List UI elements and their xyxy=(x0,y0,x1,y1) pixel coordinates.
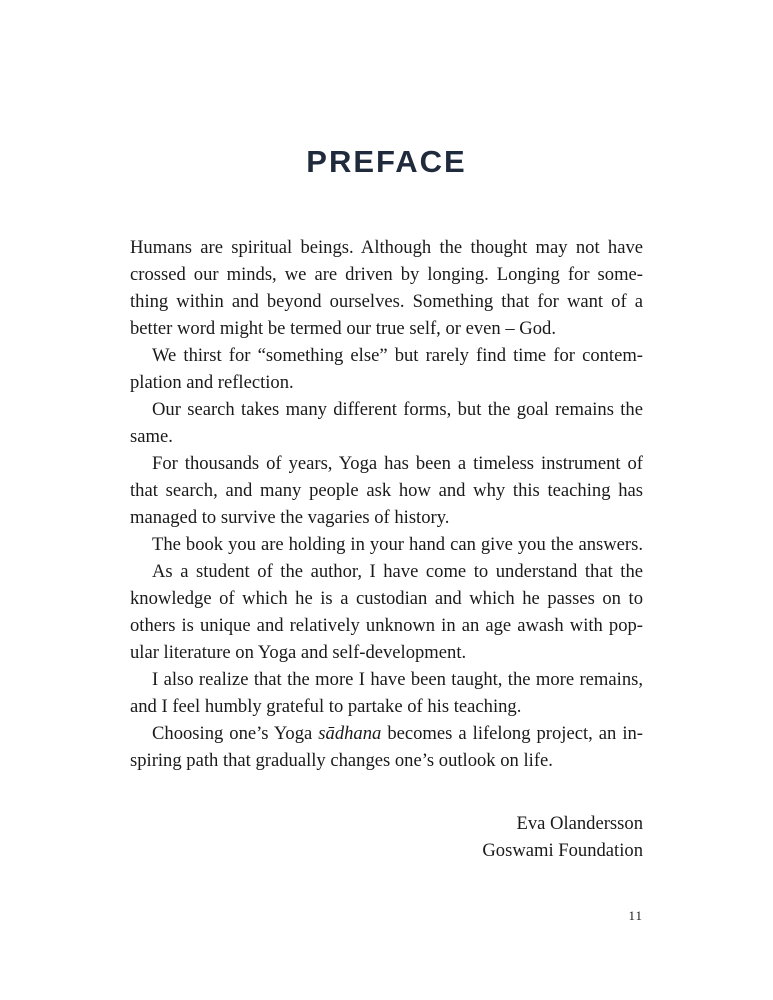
signature-block xyxy=(482,810,643,864)
text-segment: becomes a lifelong project, an in- xyxy=(381,723,643,744)
italic-term: sādhana xyxy=(318,723,382,744)
signature-name: Eva Olandersson xyxy=(516,813,643,834)
text-line: As a student of the author, I have come to understand that the xyxy=(152,561,643,582)
text-line: We thirst for “something else” but rarely find time for contem- xyxy=(152,345,643,366)
text-line: and I feel humbly grateful to partake of his teaching. xyxy=(130,696,522,717)
text-line: better word might be termed our true self, or even – God. xyxy=(130,318,556,339)
text-line: ular literature on Yoga and self-development. xyxy=(130,642,467,663)
text-line: thing within and beyond ourselves. Something that for want of a xyxy=(130,291,643,312)
text-line: For thousands of years, Yoga has been a timeless instrument of xyxy=(152,453,643,474)
text-line: I also realize that the more I have been taught, the more remains, xyxy=(152,669,643,690)
text-line: same. xyxy=(130,426,173,447)
text-line xyxy=(130,720,643,747)
page-number: 11 xyxy=(628,908,643,923)
text-line: spiring path that gradually changes one’s outlook on life. xyxy=(130,750,553,771)
text-line: others is unique and relatively unknown in an age awash with pop- xyxy=(130,615,643,636)
page-title: PREFACE xyxy=(306,144,467,179)
text-line: that search, and many people ask how and why this teaching has xyxy=(130,480,643,501)
text-line: Humans are spiritual beings. Although the thought may not have xyxy=(130,237,643,258)
text-line: knowledge of which he is a custodian and which he passes on to xyxy=(130,588,643,609)
text-line: plation and reflection. xyxy=(130,372,294,393)
text-line: Our search takes many different forms, but the goal remains the xyxy=(152,399,643,420)
text-line: managed to survive the vagaries of history. xyxy=(130,507,450,528)
signature-organization: Goswami Foundation xyxy=(482,840,643,861)
text-line: The book you are holding in your hand can give you the answers. xyxy=(152,534,643,555)
text-segment: Choosing one’s Yoga xyxy=(152,723,319,744)
text-line: crossed our minds, we are driven by longing. Longing for some- xyxy=(130,264,643,285)
preface-body xyxy=(130,234,643,774)
